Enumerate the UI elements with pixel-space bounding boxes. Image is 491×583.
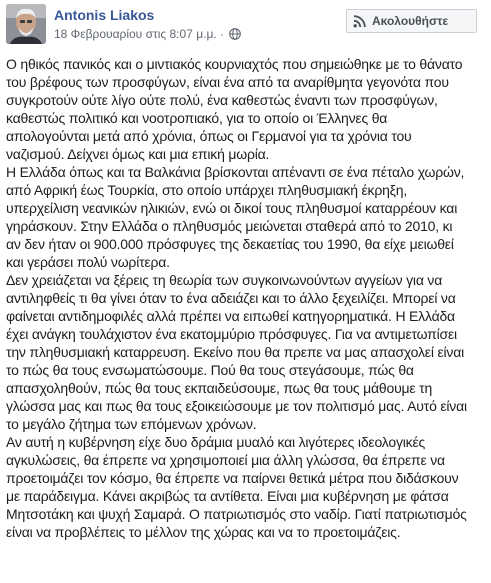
post-text-line: το πώς θα τους ενσωματώσουμε. Πού θα τους στεγάσουμε, πώς θα: [6, 362, 414, 378]
post-text-line: απολογούνται μετά από χρόνια, όπως οι Γερμανοί για τα χρόνια του: [6, 128, 412, 144]
post-text-line: Αν αυτή η κυβέρνηση είχε δυο δράμια μυαλό και λιγότερες ιδεολογικές: [6, 434, 426, 450]
post-text-line: το μεγάλο ζήτημα των επόμενων χρόνων.: [6, 416, 257, 432]
post-text-line: υπερχείλιση νεανικών ηλικιών, ενώ οι δικοί τους πληθυσμοί καταρρέουν και: [6, 200, 458, 216]
post-text-line: και γεράσει πολύ νωρίτερα.: [6, 254, 170, 270]
follow-button-label: Ακολουθήστε: [372, 14, 449, 28]
post-text-line: με παράδειγμα. Κάνει ακριβώς τα αντίθετα. Είναι μια κυβέρνηση με φάτσα: [6, 488, 449, 504]
post-text-line: γλώσσα μας και πως θα τους εξοικειώσουμε με τον πολιτισμό μας. Αυτό είναι: [6, 398, 467, 414]
post-text-line: αντιληφθείς τι θα γίνει όταν το ένα αδειάζει και το άλλο ξεχειλίζει. Μπορεί να: [6, 290, 456, 306]
globe-icon[interactable]: [229, 28, 241, 40]
post-text-line: προετοιμάζει τον κόσμο, θα έπρεπε να παίρνει θετικά μέτρα που διδάσκουν: [6, 470, 459, 486]
post-text-line: αν δεν ήταν οι 900.000 πρόσφυγες της δεκαετίας του 1990, θα είχε μειωθεί: [6, 236, 454, 252]
post-text-line: συγκροτούν ούτε λίγο ούτε πολύ, ένα καθεστώς έναντι των προσφύγων,: [6, 92, 438, 108]
post-text-line: από Αφρική έως Τουρκία, στο οποίο υπάρχει πληθυσμιακή έκρηξη,: [6, 182, 408, 198]
post-text-line: αγκυλώσεις, θα έπρεπε να χρησιμοποιεί μια άλλη γλώσσα, θα έπρεπε να: [6, 452, 445, 468]
post-timestamp-link[interactable]: 18 Φεβρουαρίου στις 8:07 μ.μ.: [54, 27, 217, 41]
post-text-line: έχει ανάγκη τουλάχιστον ένα εκατομμύριο πρόσφυγες. Για να αντιμετωπίσει: [6, 326, 457, 342]
author-name-link[interactable]: Antonis Liakos: [54, 7, 155, 23]
post-text-line: απασχοληθούν, πώς θα τους εκπαιδεύσουμε, πως θα τους μάθουμε τη: [6, 380, 433, 396]
post-text-line: ναζισμού. Δείχνει όμως και μια επική μωρία.: [6, 146, 270, 162]
post-text-line: είναι να προβλέπεις το μέλλον της χώρας και να το προετοιμάζεις.: [6, 524, 401, 540]
post-text-line: καθεστώς πολιτικό και νοοτροπιακό, για το οποίο οι Έλληνες θα: [6, 110, 388, 126]
post-header: [0, 0, 491, 54]
post-body: [6, 55, 488, 541]
rss-icon: [353, 15, 366, 28]
post-text-line: του βρέφους των προσφύγων, είναι ένα από τα αναρίθμητα γεγονότα που: [6, 74, 449, 90]
post-meta: [54, 27, 241, 41]
follow-button[interactable]: [346, 9, 477, 33]
post-text-line: την πληθυσμιακή καταρρευση. Εκείνο που θα πρεπε να μας απασχολεί είναι: [6, 344, 465, 360]
post-text-line: φαίνεται αντιδημοφιλές αλλά πρέπει να ειπωθεί κατηγορηματικά. Η Ελλάδα: [6, 308, 455, 324]
post-text-line: Μητσοτάκη και ψυχή Σαμαρά. Ο πατριωτισμός στο ναδίρ. Γιατί πατριωτισμός: [6, 506, 467, 522]
post-text-line: Η Ελλάδα όπως και τα Βαλκάνια βρίσκονται απέναντι σε ένα πέταλο χωρών,: [6, 164, 465, 180]
post-text-line: Ο ηθικός πανικός και ο μιντιακός κουρνιαχτός που σημειώθηκε με το θάνατο: [6, 56, 463, 72]
post-text-line: Δεν χρειάζεται να ξέρεις τη θεωρία των συγκοινωνούντων αγγείων για να: [6, 272, 443, 288]
meta-separator: ·: [220, 27, 225, 41]
avatar-photo: [6, 4, 46, 44]
author-avatar[interactable]: [6, 4, 46, 44]
post-text-line: γηράσκουν. Στην Ελλάδα ο πληθυσμός μειώνεται σταθερά από το 2010, κι: [6, 218, 453, 234]
